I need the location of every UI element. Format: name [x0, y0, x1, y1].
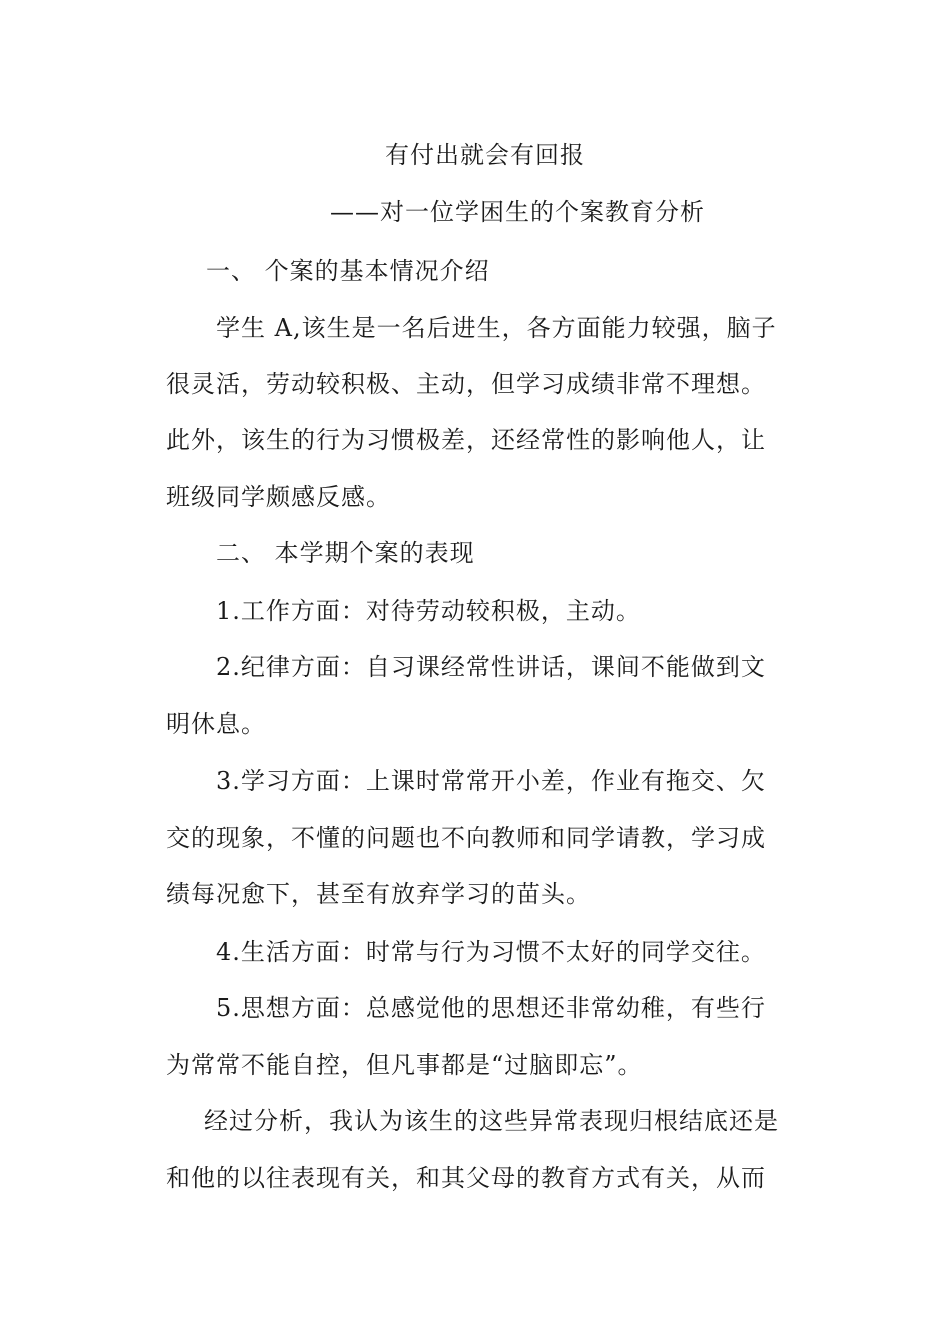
document-title: 有付出就会有回报 [385, 141, 585, 169]
list-item-discipline: 2.纪律方面：自习课经常性讲话，课间不能做到文 [216, 653, 766, 681]
conclusion-line: 和他的以往表现有关，和其父母的教育方式有关，从而 [166, 1164, 766, 1192]
paragraph-line: 班级同学颇感反感。 [166, 483, 391, 511]
list-item-study-continued: 绩每况愈下，甚至有放弃学习的苗头。 [166, 880, 591, 908]
list-item-life: 4.生活方面：时常与行为习惯不太好的同学交往。 [216, 938, 766, 966]
section-heading-basic-info: 一、 个案的基本情况介绍 [206, 257, 490, 285]
list-item-work: 1.工作方面：对待劳动较积极，主动。 [216, 597, 641, 625]
list-item-thinking: 5.思想方面：总感觉他的思想还非常幼稚，有些行 [216, 994, 766, 1022]
document-subtitle: ——对一位学困生的个案教育分析 [330, 198, 705, 226]
paragraph-line: 很灵活，劳动较积极、主动，但学习成绩非常不理想。 [166, 370, 766, 398]
list-item-study-continued: 交的现象，不懂的问题也不向教师和同学请教，学习成 [166, 824, 766, 852]
list-item-thinking-continued: 为常常不能自控，但凡事都是“过脑即忘”。 [166, 1051, 643, 1079]
conclusion-line: 经过分析，我认为该生的这些异常表现归根结底还是 [204, 1107, 779, 1135]
list-item-discipline-continued: 明休息。 [166, 710, 266, 738]
paragraph-line: 此外，该生的行为习惯极差，还经常性的影响他人，让 [166, 426, 766, 454]
paragraph-line: 学生 A,该生是一名后进生，各方面能力较强，脑子 [216, 314, 777, 342]
list-item-study: 3.学习方面：上课时常常开小差，作业有拖交、欠 [216, 767, 766, 795]
section-heading-performance: 二、 本学期个案的表现 [216, 539, 475, 567]
